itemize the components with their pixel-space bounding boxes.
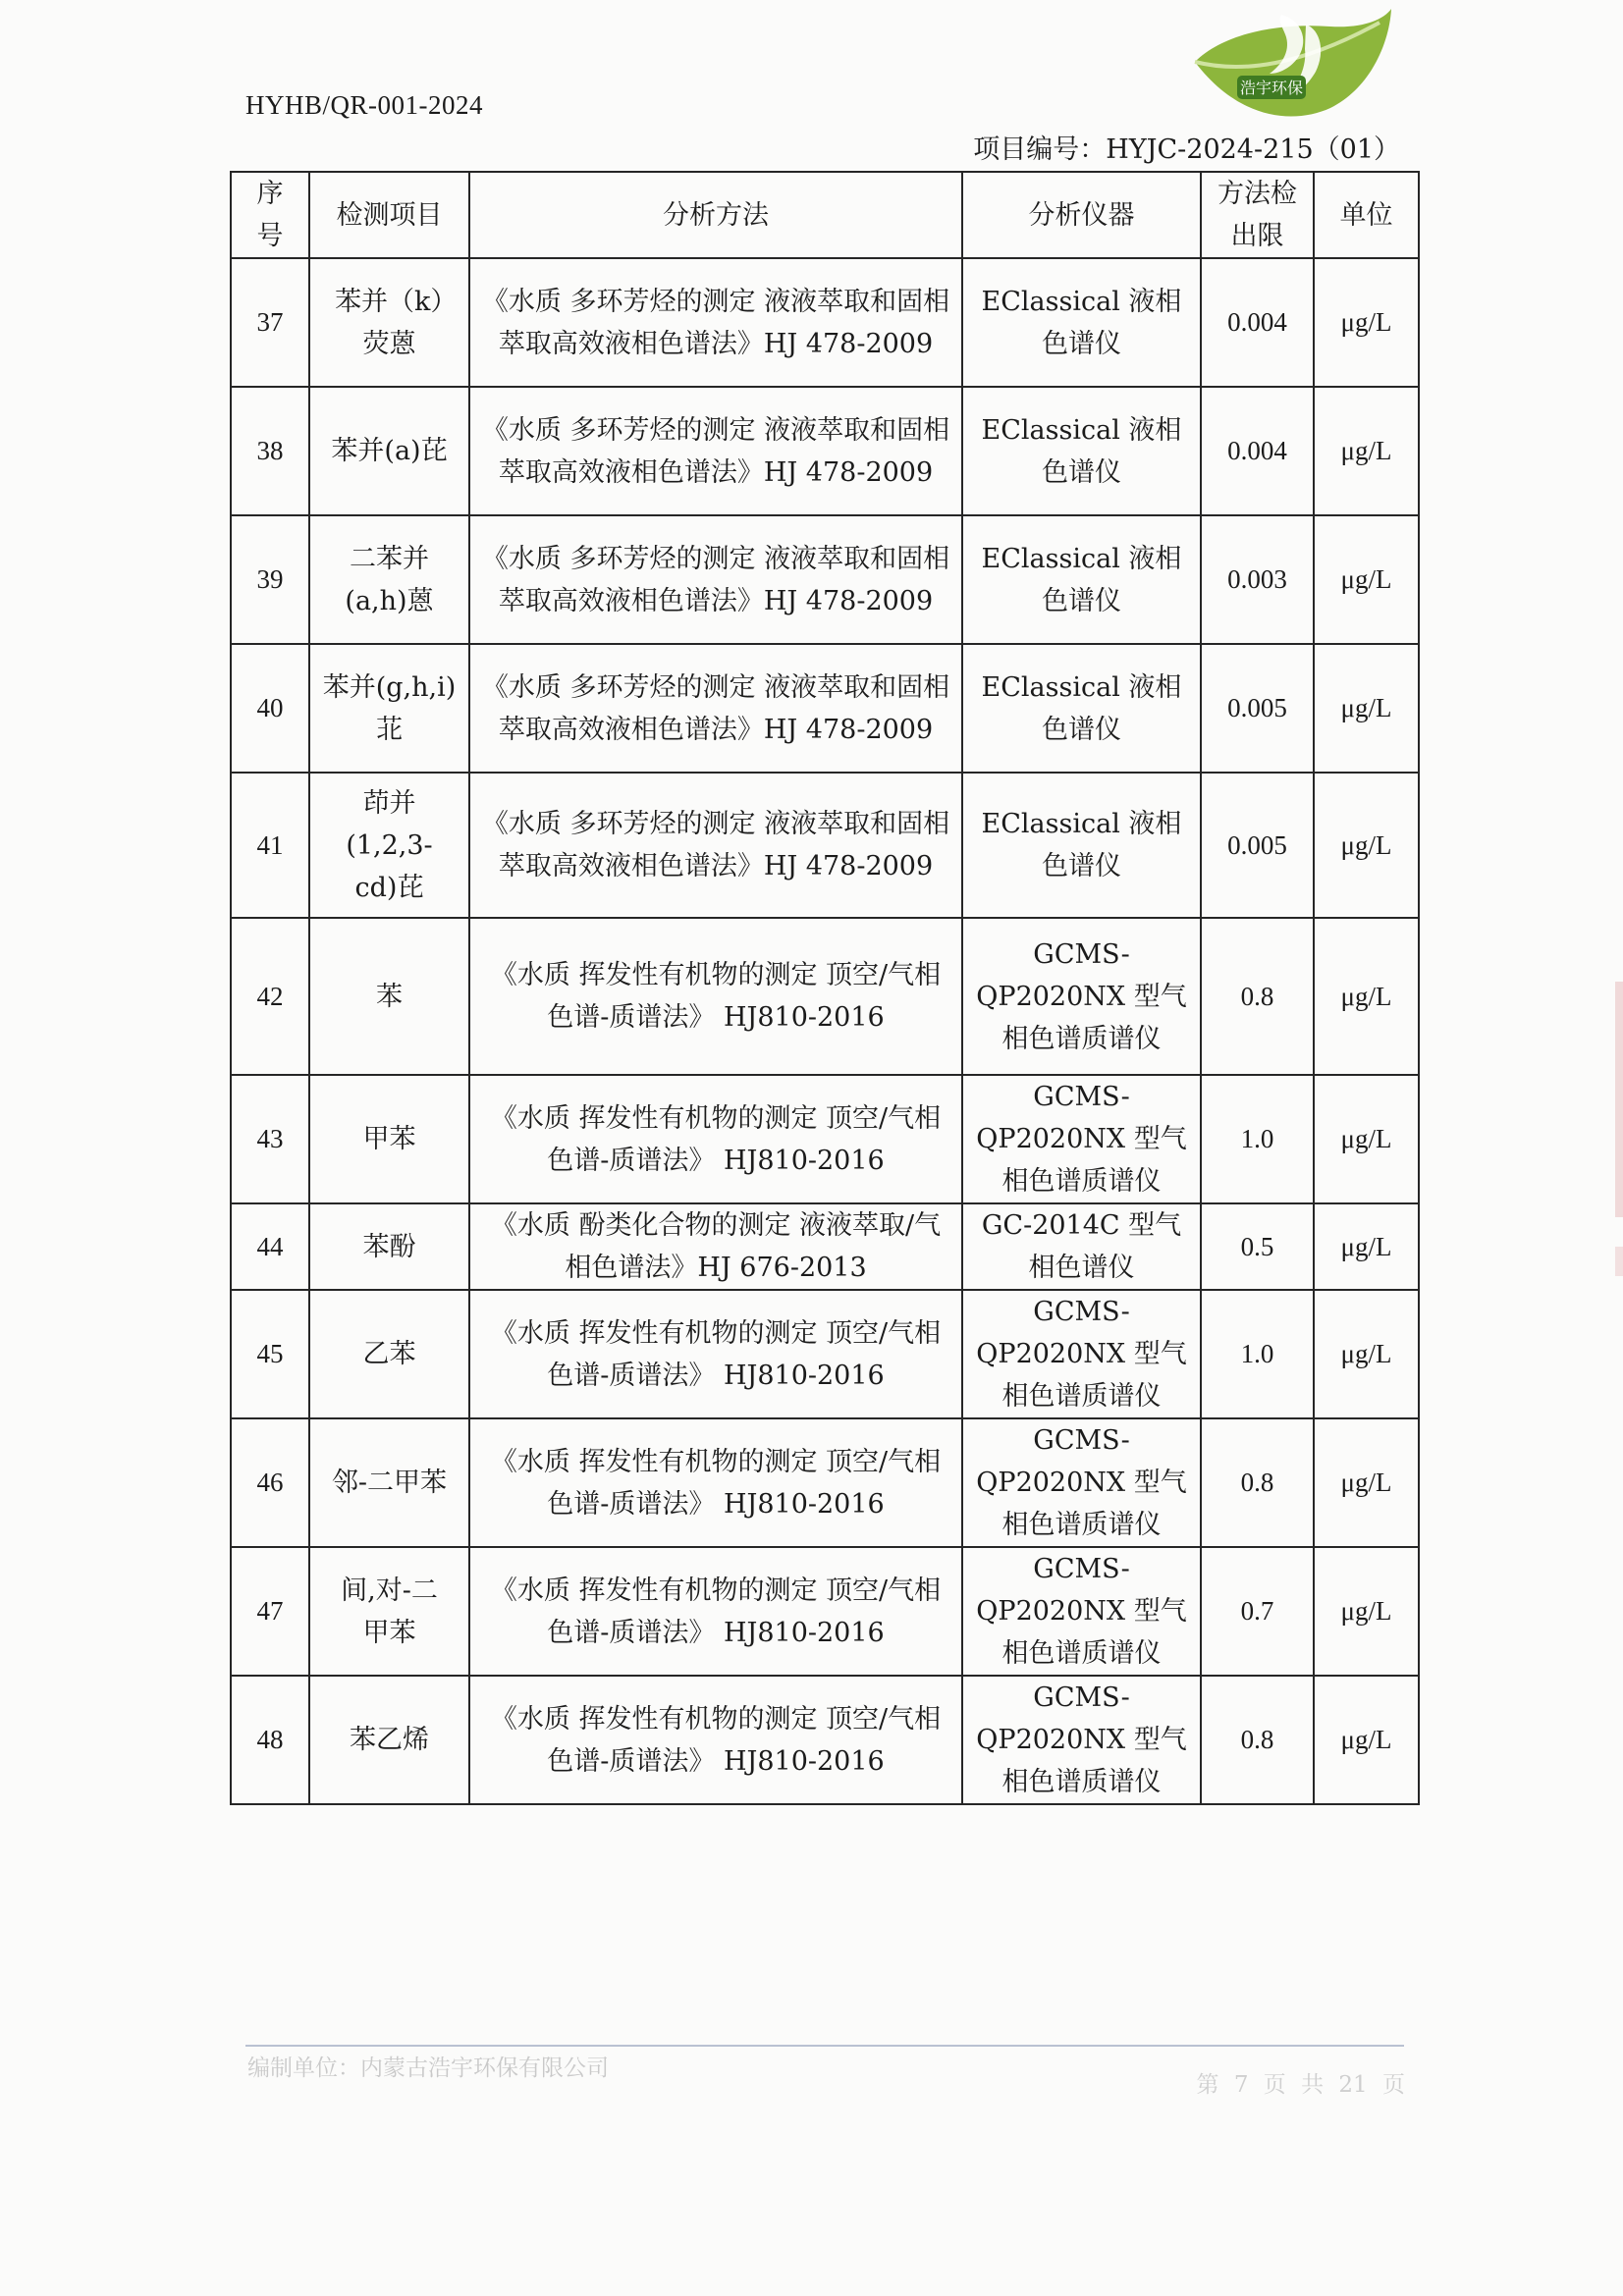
cell-no: 46 xyxy=(231,1418,309,1547)
cell-method: 《水质 挥发性有机物的测定 顶空/气相色谱-质谱法》 HJ810-2016 xyxy=(469,1418,962,1547)
table-row xyxy=(231,515,1419,644)
scan-edge-mark xyxy=(1615,1247,1623,1276)
cell-no: 41 xyxy=(231,773,309,918)
cell-unit: μg/L xyxy=(1314,387,1419,515)
cell-method: 《水质 多环芳烃的测定 液液萃取和固相萃取高效液相色谱法》HJ 478-2009 xyxy=(469,773,962,918)
col-header-unit: 单位 xyxy=(1314,172,1419,258)
cell-limit: 0.004 xyxy=(1201,258,1314,387)
cell-instrument: GCMS-QP2020NX 型气相色谱质谱仪 xyxy=(962,918,1201,1075)
cell-item: 甲苯 xyxy=(309,1075,469,1203)
project-number: 项目编号：HYJC-2024-215（01） xyxy=(973,134,1400,165)
cell-unit: μg/L xyxy=(1314,1676,1419,1804)
cell-method: 《水质 酚类化合物的测定 液液萃取/气相色谱法》HJ 676-2013 xyxy=(469,1203,962,1290)
cell-instrument: GCMS-QP2020NX 型气相色谱质谱仪 xyxy=(962,1418,1201,1547)
cell-method: 《水质 多环芳烃的测定 液液萃取和固相萃取高效液相色谱法》HJ 478-2009 xyxy=(469,258,962,387)
cell-unit: μg/L xyxy=(1314,773,1419,918)
cell-instrument: EClassical 液相色谱仪 xyxy=(962,387,1201,515)
cell-instrument: GCMS-QP2020NX 型气相色谱质谱仪 xyxy=(962,1075,1201,1203)
table-row xyxy=(231,773,1419,918)
cell-instrument: EClassical 液相色谱仪 xyxy=(962,644,1201,773)
table-header-row xyxy=(231,172,1419,258)
cell-instrument: EClassical 液相色谱仪 xyxy=(962,258,1201,387)
table-row xyxy=(231,1676,1419,1804)
cell-instrument: GCMS-QP2020NX 型气相色谱质谱仪 xyxy=(962,1290,1201,1418)
cell-unit: μg/L xyxy=(1314,515,1419,644)
cell-instrument: EClassical 液相色谱仪 xyxy=(962,515,1201,644)
cell-method: 《水质 挥发性有机物的测定 顶空/气相色谱-质谱法》 HJ810-2016 xyxy=(469,1290,962,1418)
cell-item: 苯并（k）荧蒽 xyxy=(309,258,469,387)
cell-method: 《水质 挥发性有机物的测定 顶空/气相色谱-质谱法》 HJ810-2016 xyxy=(469,918,962,1075)
table-row xyxy=(231,1290,1419,1418)
cell-unit: μg/L xyxy=(1314,1547,1419,1676)
cell-no: 40 xyxy=(231,644,309,773)
footer-divider xyxy=(245,2045,1404,2047)
cell-unit: μg/L xyxy=(1314,258,1419,387)
cell-instrument: GC-2014C 型气相色谱仪 xyxy=(962,1203,1201,1290)
table-row xyxy=(231,644,1419,773)
table-row xyxy=(231,1418,1419,1547)
cell-item: 茚并(1,2,3-cd)芘 xyxy=(309,773,469,918)
cell-item: 苯并(a)芘 xyxy=(309,387,469,515)
table-row xyxy=(231,387,1419,515)
col-header-method: 分析方法 xyxy=(469,172,962,258)
footer-organization: 编制单位：内蒙古浩宇环保有限公司 xyxy=(247,2056,609,2081)
cell-item: 乙苯 xyxy=(309,1290,469,1418)
cell-no: 43 xyxy=(231,1075,309,1203)
cell-no: 47 xyxy=(231,1547,309,1676)
cell-instrument: GCMS-QP2020NX 型气相色谱质谱仪 xyxy=(962,1547,1201,1676)
cell-unit: μg/L xyxy=(1314,644,1419,773)
cell-limit: 0.8 xyxy=(1201,1418,1314,1547)
cell-limit: 0.004 xyxy=(1201,387,1314,515)
cell-item: 苯并(g,h,i)苝 xyxy=(309,644,469,773)
cell-limit: 0.8 xyxy=(1201,1676,1314,1804)
cell-limit: 1.0 xyxy=(1201,1075,1314,1203)
col-header-no: 序号 xyxy=(231,172,309,258)
table-row xyxy=(231,258,1419,387)
detection-methods-table xyxy=(230,171,1420,1805)
cell-item: 苯 xyxy=(309,918,469,1075)
cell-no: 38 xyxy=(231,387,309,515)
cell-unit: μg/L xyxy=(1314,1075,1419,1203)
cell-item: 邻-二甲苯 xyxy=(309,1418,469,1547)
cell-no: 39 xyxy=(231,515,309,644)
footer-page-number: 第 7 页 共 21 页 xyxy=(1196,2072,1405,2098)
cell-limit: 0.005 xyxy=(1201,773,1314,918)
cell-limit: 0.8 xyxy=(1201,918,1314,1075)
col-header-instrument: 分析仪器 xyxy=(962,172,1201,258)
cell-method: 《水质 挥发性有机物的测定 顶空/气相色谱-质谱法》 HJ810-2016 xyxy=(469,1075,962,1203)
cell-method: 《水质 挥发性有机物的测定 顶空/气相色谱-质谱法》 HJ810-2016 xyxy=(469,1676,962,1804)
col-header-item: 检测项目 xyxy=(309,172,469,258)
company-logo-leaf-icon xyxy=(1183,5,1394,128)
cell-limit: 0.003 xyxy=(1201,515,1314,644)
cell-no: 37 xyxy=(231,258,309,387)
cell-no: 42 xyxy=(231,918,309,1075)
logo-text: 浩宇环保 xyxy=(1239,79,1304,97)
cell-method: 《水质 多环芳烃的测定 液液萃取和固相萃取高效液相色谱法》HJ 478-2009 xyxy=(469,515,962,644)
cell-limit: 0.005 xyxy=(1201,644,1314,773)
document-code: HYHB/QR-001-2024 xyxy=(245,90,483,120)
cell-no: 44 xyxy=(231,1203,309,1290)
cell-instrument: GCMS-QP2020NX 型气相色谱质谱仪 xyxy=(962,1676,1201,1804)
table-row xyxy=(231,1075,1419,1203)
cell-unit: μg/L xyxy=(1314,918,1419,1075)
cell-item: 间,对-二甲苯 xyxy=(309,1547,469,1676)
cell-item: 二苯并(a,h)蒽 xyxy=(309,515,469,644)
cell-instrument: EClassical 液相色谱仪 xyxy=(962,773,1201,918)
table-row xyxy=(231,918,1419,1075)
cell-unit: μg/L xyxy=(1314,1203,1419,1290)
cell-method: 《水质 多环芳烃的测定 液液萃取和固相萃取高效液相色谱法》HJ 478-2009 xyxy=(469,644,962,773)
cell-limit: 0.7 xyxy=(1201,1547,1314,1676)
cell-item: 苯乙烯 xyxy=(309,1676,469,1804)
table-row xyxy=(231,1203,1419,1290)
cell-method: 《水质 多环芳烃的测定 液液萃取和固相萃取高效液相色谱法》HJ 478-2009 xyxy=(469,387,962,515)
cell-unit: μg/L xyxy=(1314,1418,1419,1547)
cell-limit: 1.0 xyxy=(1201,1290,1314,1418)
cell-limit: 0.5 xyxy=(1201,1203,1314,1290)
cell-item: 苯酚 xyxy=(309,1203,469,1290)
cell-no: 48 xyxy=(231,1676,309,1804)
cell-unit: μg/L xyxy=(1314,1290,1419,1418)
cell-no: 45 xyxy=(231,1290,309,1418)
col-header-limit: 方法检出限 xyxy=(1201,172,1314,258)
cell-method: 《水质 挥发性有机物的测定 顶空/气相色谱-质谱法》 HJ810-2016 xyxy=(469,1547,962,1676)
scan-edge-mark xyxy=(1615,982,1623,1217)
table-row xyxy=(231,1547,1419,1676)
